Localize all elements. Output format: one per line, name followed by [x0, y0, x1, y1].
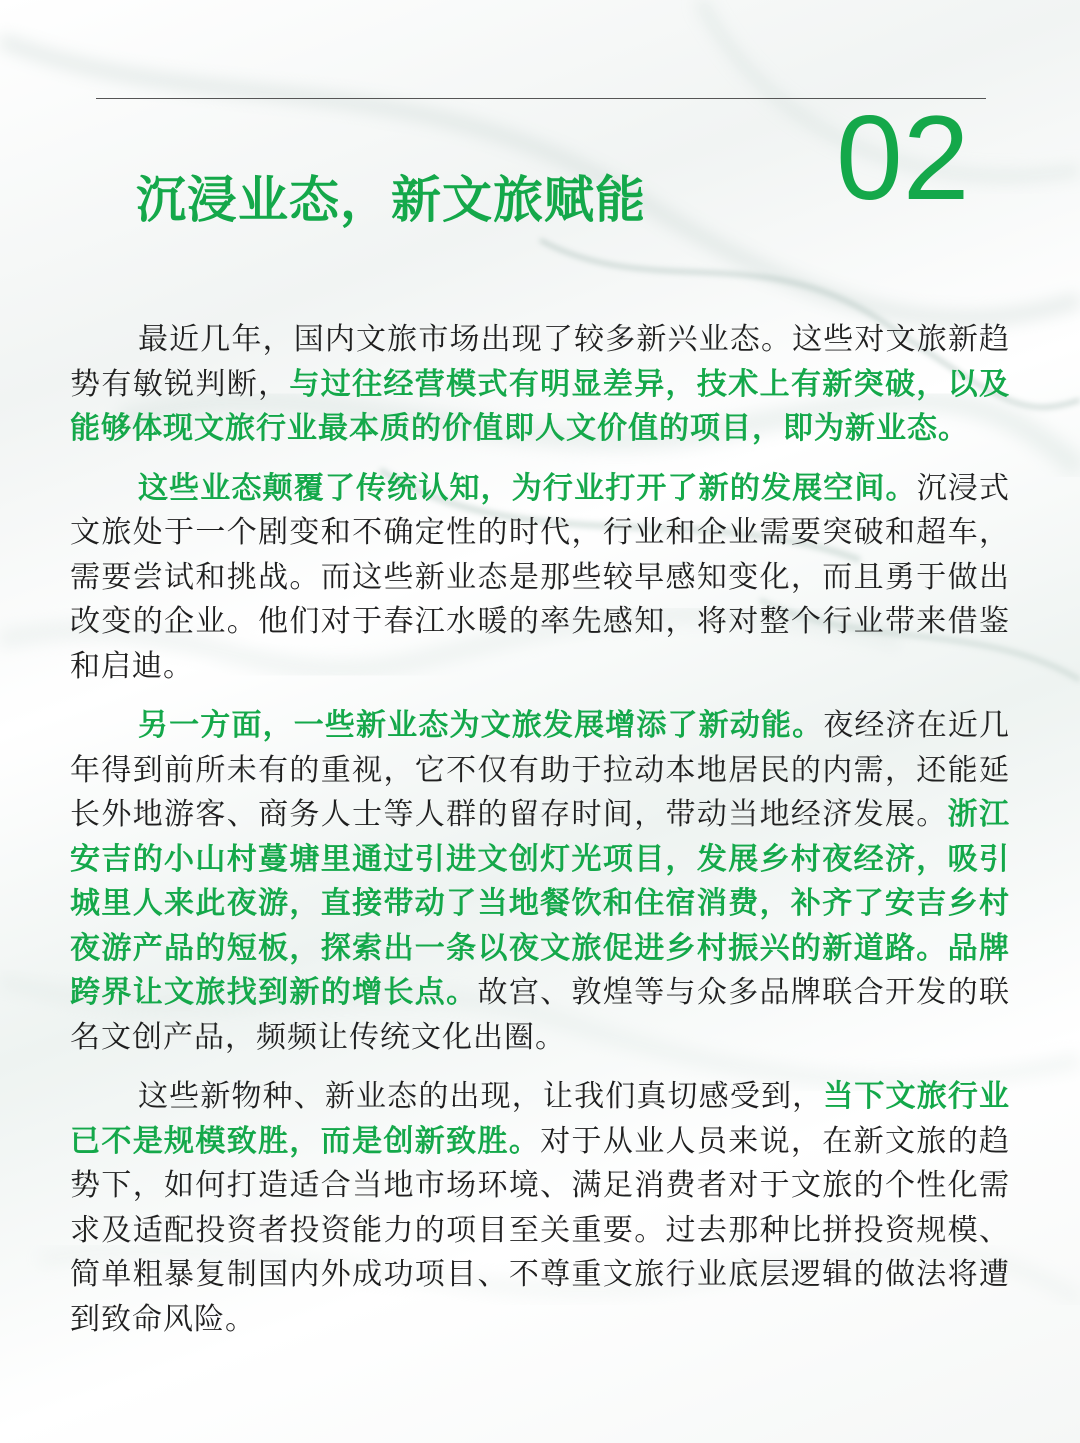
highlighted-text: 当下文旅行业已不是规模致胜，而是创新致胜。 [70, 1079, 1011, 1159]
text-run: 沉浸式文旅处于一个剧变和不确定性的时代，行业和企业需要突破和超车，需要尝试和挑战。而这些新业态是那些较早感知变化，而且勇于做出改变的企业。他们对于春江水暖的率先感知，将对整个行业带来借鉴和启迪。 [70, 470, 1010, 684]
text-run: 最近几年，国内文旅市场出现了较多新兴业态。这些对文旅新趋势有敏锐判断， [70, 322, 1010, 402]
text-run: 夜经济在近几年得到前所未有的重视，它不仅有助于拉动本地居民的内需，还能延长外地游客、商务人士等人群的留存时间，带动当地经济发展。 [70, 708, 1011, 832]
paragraph [70, 1075, 1010, 1342]
text-run: 这些新物种、新业态的出现，让我们真切感受到， [138, 1079, 824, 1114]
article-body [70, 318, 1010, 1357]
page-title: 沉浸业态，新文旅赋能 [136, 171, 646, 229]
highlighted-text: 浙江安吉的小山村蔓塘里通过引进文创灯光项目，发展乡村夜经济，吸引城里人来此夜游，直接带动了当地餐饮和住宿消费，补齐了安吉乡村夜游产品的短板，探索出一条以夜文旅促进乡村振兴的新道路。品牌跨界让文旅找到新的增长点。 [70, 797, 1011, 1010]
text-run: 故宫、敦煌等与众多品牌联合开发的联名文创产品，频频让传统文化出圈。 [70, 975, 1011, 1055]
highlighted-text: 与过往经营模式有明显差异，技术上有新突破，以及能够体现文旅行业最本质的价值即人文价值的项目，即为新业态。 [70, 366, 1011, 446]
highlighted-text: 另一方面，一些新业态为文旅发展增添了新动能。 [138, 708, 824, 743]
paragraph [70, 318, 1010, 452]
paragraph [70, 467, 1010, 690]
highlighted-text: 这些业态颠覆了传统认知，为行业打开了新的发展空间。 [138, 470, 917, 506]
paragraph [70, 704, 1010, 1060]
section-number: 02 [836, 91, 970, 225]
text-run: 对于从业人员来说，在新文旅的趋势下，如何打造适合当地市场环境、满足消费者对于文旅的个性化需求及适配投资者投资能力的项目至关重要。过去那种比拼投资规模、简单粗暴复制国内外成功项目、不尊重文旅行业底层逻辑的做法将遭到致命风险。 [70, 1123, 1010, 1337]
